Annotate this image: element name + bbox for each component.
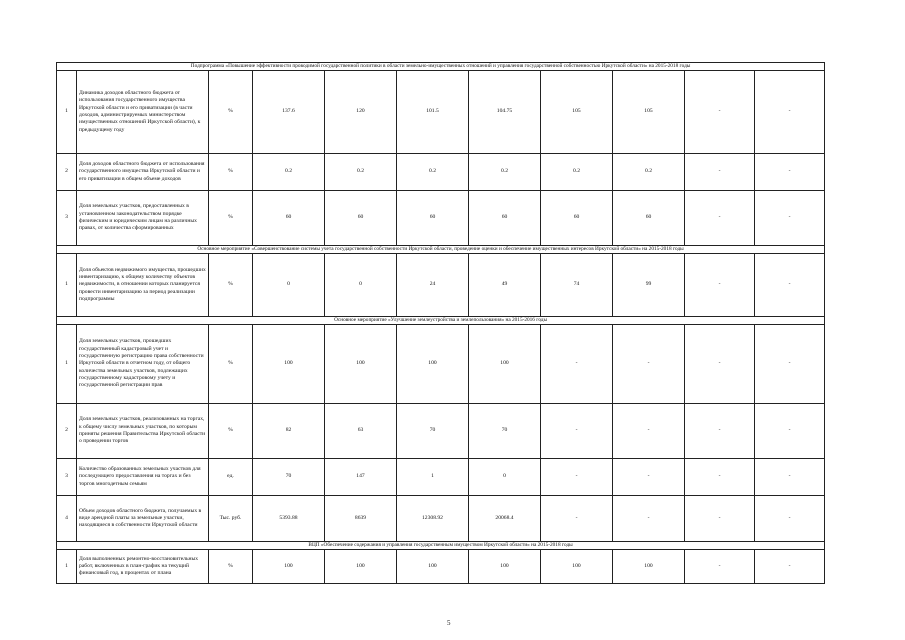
indicator-name: Динамика доходов областного бюджета от использования государственного имущества Иркутской области и его приватизации (в части доходов, администрируемых министерством имущественных отношений Иркутской области), к предыдущему году (77, 71, 209, 154)
table-row (57, 71, 825, 154)
value-cell: 60 (469, 191, 541, 246)
value-cell: 0.2 (325, 154, 397, 191)
unit-cell: ед. (209, 459, 253, 496)
row-number: 1 (57, 254, 77, 317)
value-cell: - (613, 459, 685, 496)
section-title: Основное мероприятие «Совершенствование системы учета государственной собственности Иркутской области, проведение оценки и обеспечение имущественных интересов Иркутской области» на 2015-2018 годы (57, 246, 825, 254)
value-cell: 0 (469, 459, 541, 496)
indicator-name: Доля объектов недвижимого имущества, прошедших инвентаризацию, к общему количеству объектов недвижимости, в отношении которых планируется провести инвентаризацию за период реализации подпрограммы (77, 254, 209, 317)
section-title: Основное мероприятие «Улучшение землеустройства и землепользования» на 2015-2016 годы (57, 317, 825, 325)
value-cell: 100 (613, 550, 685, 584)
section-header-row (57, 317, 825, 325)
row-number: 1 (57, 71, 77, 154)
value-cell: 1 (397, 459, 469, 496)
value-cell: - (755, 459, 825, 496)
row-number: 1 (57, 325, 77, 404)
value-cell: - (541, 496, 613, 542)
value-cell: - (613, 404, 685, 459)
indicators-table-sheet (56, 62, 824, 584)
value-cell: 70 (253, 459, 325, 496)
value-cell: 0.2 (397, 154, 469, 191)
value-cell: - (685, 496, 755, 542)
unit-cell: % (209, 325, 253, 404)
value-cell: 100 (541, 550, 613, 584)
value-cell: 100 (325, 325, 397, 404)
section-header-row (57, 63, 825, 71)
value-cell: - (541, 404, 613, 459)
indicators-table-body (57, 63, 825, 584)
indicator-name: Количество образованных земельных участков для последующего предоставления на торгах и без торгов многодетным семьям (77, 459, 209, 496)
value-cell: 0.2 (613, 154, 685, 191)
value-cell: 0.2 (469, 154, 541, 191)
value-cell: - (755, 404, 825, 459)
value-cell: 5393.88 (253, 496, 325, 542)
value-cell: 24 (397, 254, 469, 317)
value-cell: 8639 (325, 496, 397, 542)
value-cell: - (541, 325, 613, 404)
value-cell: - (541, 459, 613, 496)
value-cell: 0.2 (253, 154, 325, 191)
row-number: 3 (57, 459, 77, 496)
value-cell: - (755, 496, 825, 542)
value-cell: 0 (325, 254, 397, 317)
indicator-name: Доля выполненных ремонтно-восстановительных работ, включенных в план-график на текущий финансовый год, в процентах от плана (77, 550, 209, 584)
value-cell: 100 (397, 325, 469, 404)
table-row (57, 496, 825, 542)
value-cell: 74 (541, 254, 613, 317)
value-cell: - (755, 254, 825, 317)
value-cell: 101.5 (397, 71, 469, 154)
unit-cell: % (209, 154, 253, 191)
value-cell: - (685, 191, 755, 246)
value-cell: 100 (325, 550, 397, 584)
section-title: ВЦП «Обеспечение содержания и управления государственным имуществом Иркутской области» на 2015-2018 годы (57, 542, 825, 550)
value-cell: - (755, 154, 825, 191)
indicator-name: Объем доходов областного бюджета, получаемых в виде арендной платы за земельные участки, находящиеся в собственности Иркутской области (77, 496, 209, 542)
row-number: 2 (57, 404, 77, 459)
value-cell: 0 (253, 254, 325, 317)
indicator-name: Доля доходов областного бюджета от использования государственного имущества Иркутской области и его приватизации в общем объеме доходов (77, 154, 209, 191)
value-cell: 100 (253, 550, 325, 584)
section-title: Подпрограмма «Повышение эффективности проводимой государственной политики в области земельно-имущественных отношений и управления государственной собственностью Иркутской области» на 2015-2018 годы (57, 63, 825, 71)
value-cell: 70 (469, 404, 541, 459)
value-cell: - (755, 71, 825, 154)
value-cell: - (613, 496, 685, 542)
value-cell: 100 (253, 325, 325, 404)
value-cell: 100 (469, 325, 541, 404)
value-cell: 60 (397, 191, 469, 246)
value-cell: 100 (397, 550, 469, 584)
value-cell: - (755, 191, 825, 246)
value-cell: - (685, 459, 755, 496)
value-cell: 60 (613, 191, 685, 246)
value-cell: 49 (469, 254, 541, 317)
page-number: 5 (447, 619, 451, 627)
value-cell: 104.75 (469, 71, 541, 154)
table-row (57, 191, 825, 246)
indicator-name: Доля земельных участков, прошедших государственный кадастровый учет и государственную регистрацию права собственности Иркутской области в отчетном году, от общего количества земельных участков, подлежащих государственному кадастровому учету и государственной регистрации прав (77, 325, 209, 404)
row-number: 4 (57, 496, 77, 542)
unit-cell: % (209, 404, 253, 459)
value-cell: - (613, 325, 685, 404)
indicator-name: Доля земельных участков, реализованных на торгах, к общему числу земельных участков, по которым приняты решения Правительства Иркутской области о проведении торгов (77, 404, 209, 459)
value-cell: 60 (541, 191, 613, 246)
row-number: 2 (57, 154, 77, 191)
value-cell: 105 (613, 71, 685, 154)
row-number: 1 (57, 550, 77, 584)
unit-cell: Тыс. руб. (209, 496, 253, 542)
value-cell: - (685, 550, 755, 584)
value-cell: 105 (541, 71, 613, 154)
value-cell: 0.2 (541, 154, 613, 191)
value-cell: 60 (325, 191, 397, 246)
value-cell: 20068.4 (469, 496, 541, 542)
value-cell: 100 (469, 550, 541, 584)
value-cell: 63 (325, 404, 397, 459)
table-row (57, 404, 825, 459)
value-cell: 70 (397, 404, 469, 459)
table-row (57, 459, 825, 496)
value-cell: 60 (253, 191, 325, 246)
indicators-table (56, 62, 825, 584)
value-cell: 99 (613, 254, 685, 317)
value-cell: 137.6 (253, 71, 325, 154)
unit-cell: % (209, 550, 253, 584)
unit-cell: % (209, 71, 253, 154)
value-cell: 82 (253, 404, 325, 459)
unit-cell: % (209, 191, 253, 246)
value-cell: - (685, 254, 755, 317)
value-cell: - (755, 550, 825, 584)
value-cell: - (685, 154, 755, 191)
section-header-row (57, 542, 825, 550)
value-cell: - (685, 404, 755, 459)
value-cell: - (685, 325, 755, 404)
table-row (57, 325, 825, 404)
value-cell: 12308.92 (397, 496, 469, 542)
value-cell: 120 (325, 71, 397, 154)
table-row (57, 550, 825, 584)
indicator-name: Доля земельных участков, предоставленных в установленном законодательством порядке физическим и юридическим лицам на различных правах, от количества сформированных (77, 191, 209, 246)
row-number: 3 (57, 191, 77, 246)
unit-cell: % (209, 254, 253, 317)
value-cell: - (755, 325, 825, 404)
table-row (57, 154, 825, 191)
section-header-row (57, 246, 825, 254)
value-cell: 147 (325, 459, 397, 496)
table-row (57, 254, 825, 317)
value-cell: - (685, 71, 755, 154)
